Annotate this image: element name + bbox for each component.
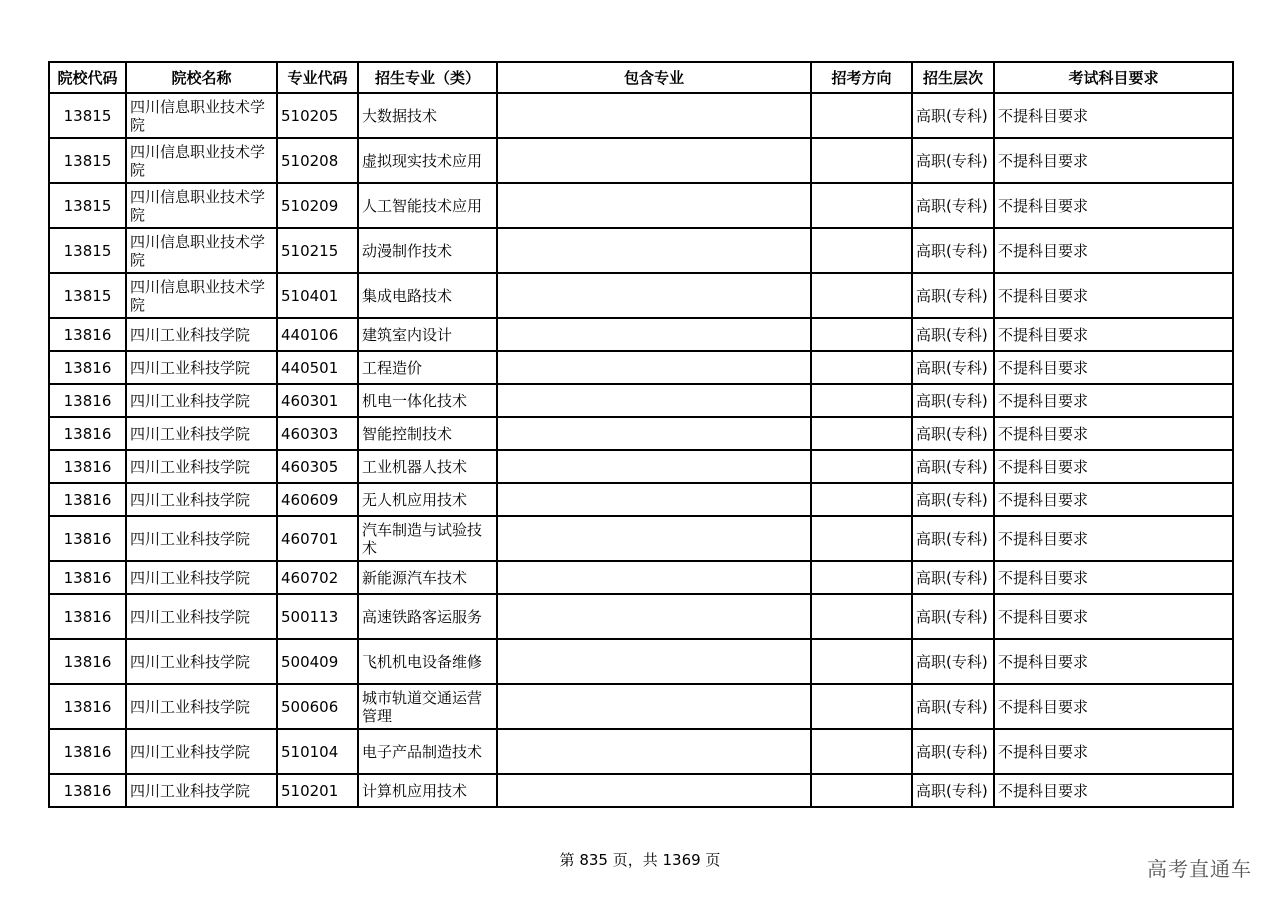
cell-school-code: 13816 (49, 774, 126, 807)
header-school-name: 院校名称 (126, 62, 277, 93)
cell-major: 虚拟现实技术应用 (358, 138, 497, 183)
cell-school-code: 13815 (49, 183, 126, 228)
table-row (49, 450, 1233, 483)
cell-level: 高职(专科) (912, 417, 994, 450)
cell-direction (811, 561, 912, 594)
cell-major: 汽车制造与试验技术 (358, 516, 497, 561)
cell-level: 高职(专科) (912, 483, 994, 516)
cell-included-majors (497, 183, 811, 228)
cell-major-code: 460305 (277, 450, 358, 483)
table-row (49, 93, 1233, 138)
cell-level: 高职(专科) (912, 228, 994, 273)
table-row (49, 384, 1233, 417)
cell-major: 智能控制技术 (358, 417, 497, 450)
cell-subject-requirement: 不提科目要求 (994, 273, 1233, 318)
cell-subject-requirement: 不提科目要求 (994, 561, 1233, 594)
watermark: 高考直通车 (1147, 857, 1252, 881)
cell-major-code: 510205 (277, 93, 358, 138)
cell-included-majors (497, 516, 811, 561)
cell-subject-requirement: 不提科目要求 (994, 450, 1233, 483)
cell-school-code: 13816 (49, 318, 126, 351)
table-body (49, 93, 1233, 807)
cell-school-name: 四川工业科技学院 (126, 684, 277, 729)
cell-school-name: 四川工业科技学院 (126, 516, 277, 561)
cell-major-code: 510401 (277, 273, 358, 318)
cell-school-name: 四川工业科技学院 (126, 450, 277, 483)
cell-subject-requirement: 不提科目要求 (994, 684, 1233, 729)
cell-school-code: 13816 (49, 417, 126, 450)
cell-included-majors (497, 93, 811, 138)
cell-level: 高职(专科) (912, 774, 994, 807)
cell-included-majors (497, 684, 811, 729)
cell-school-code: 13815 (49, 273, 126, 318)
cell-level: 高职(专科) (912, 561, 994, 594)
cell-major-code: 460303 (277, 417, 358, 450)
cell-direction (811, 774, 912, 807)
table-row (49, 639, 1233, 684)
cell-included-majors (497, 774, 811, 807)
cell-school-code: 13816 (49, 729, 126, 774)
cell-major: 城市轨道交通运营管理 (358, 684, 497, 729)
cell-major: 集成电路技术 (358, 273, 497, 318)
cell-subject-requirement: 不提科目要求 (994, 729, 1233, 774)
cell-school-name: 四川工业科技学院 (126, 318, 277, 351)
cell-school-code: 13816 (49, 516, 126, 561)
cell-school-code: 13816 (49, 483, 126, 516)
cell-included-majors (497, 417, 811, 450)
cell-major-code: 460702 (277, 561, 358, 594)
cell-included-majors (497, 639, 811, 684)
cell-included-majors (497, 228, 811, 273)
cell-included-majors (497, 561, 811, 594)
cell-school-code: 13815 (49, 93, 126, 138)
cell-school-code: 13816 (49, 684, 126, 729)
cell-level: 高职(专科) (912, 138, 994, 183)
cell-subject-requirement: 不提科目要求 (994, 351, 1233, 384)
header-included-majors: 包含专业 (497, 62, 811, 93)
table-row (49, 729, 1233, 774)
cell-subject-requirement: 不提科目要求 (994, 228, 1233, 273)
cell-subject-requirement: 不提科目要求 (994, 183, 1233, 228)
header-row (49, 62, 1233, 93)
cell-major: 无人机应用技术 (358, 483, 497, 516)
cell-direction (811, 417, 912, 450)
cell-direction (811, 594, 912, 639)
cell-level: 高职(专科) (912, 594, 994, 639)
cell-direction (811, 273, 912, 318)
cell-school-code: 13816 (49, 384, 126, 417)
cell-direction (811, 138, 912, 183)
header-school-code: 院校代码 (49, 62, 126, 93)
cell-level: 高职(专科) (912, 384, 994, 417)
cell-major: 工程造价 (358, 351, 497, 384)
cell-major: 建筑室内设计 (358, 318, 497, 351)
cell-level: 高职(专科) (912, 639, 994, 684)
cell-included-majors (497, 483, 811, 516)
cell-major: 飞机机电设备维修 (358, 639, 497, 684)
cell-major-code: 510215 (277, 228, 358, 273)
table-row (49, 351, 1233, 384)
cell-school-name: 四川信息职业技术学院 (126, 93, 277, 138)
table-row (49, 561, 1233, 594)
cell-major: 高速铁路客运服务 (358, 594, 497, 639)
cell-included-majors (497, 594, 811, 639)
cell-school-name: 四川信息职业技术学院 (126, 138, 277, 183)
cell-school-code: 13816 (49, 561, 126, 594)
cell-direction (811, 228, 912, 273)
cell-subject-requirement: 不提科目要求 (994, 318, 1233, 351)
cell-included-majors (497, 273, 811, 318)
cell-direction (811, 384, 912, 417)
cell-subject-requirement: 不提科目要求 (994, 774, 1233, 807)
table-row (49, 138, 1233, 183)
cell-included-majors (497, 318, 811, 351)
table-row (49, 483, 1233, 516)
page-number: 第 835 页，共 1369 页 (559, 851, 721, 869)
cell-level: 高职(专科) (912, 684, 994, 729)
cell-level: 高职(专科) (912, 183, 994, 228)
table-row (49, 183, 1233, 228)
cell-school-name: 四川工业科技学院 (126, 729, 277, 774)
cell-level: 高职(专科) (912, 318, 994, 351)
cell-major: 工业机器人技术 (358, 450, 497, 483)
cell-major: 动漫制作技术 (358, 228, 497, 273)
cell-direction (811, 684, 912, 729)
cell-major: 机电一体化技术 (358, 384, 497, 417)
admissions-table (48, 61, 1234, 808)
table-row (49, 516, 1233, 561)
cell-subject-requirement: 不提科目要求 (994, 138, 1233, 183)
cell-major-code: 440106 (277, 318, 358, 351)
cell-direction (811, 183, 912, 228)
cell-subject-requirement: 不提科目要求 (994, 417, 1233, 450)
header-major-code: 专业代码 (277, 62, 358, 93)
cell-direction (811, 729, 912, 774)
cell-school-name: 四川工业科技学院 (126, 351, 277, 384)
cell-school-name: 四川工业科技学院 (126, 639, 277, 684)
cell-subject-requirement: 不提科目要求 (994, 594, 1233, 639)
cell-major-code: 510201 (277, 774, 358, 807)
cell-major-code: 500409 (277, 639, 358, 684)
cell-subject-requirement: 不提科目要求 (994, 93, 1233, 138)
cell-included-majors (497, 729, 811, 774)
cell-school-name: 四川工业科技学院 (126, 417, 277, 450)
header-direction: 招考方向 (811, 62, 912, 93)
cell-school-code: 13816 (49, 639, 126, 684)
header-major: 招生专业（类） (358, 62, 497, 93)
table-row (49, 228, 1233, 273)
cell-included-majors (497, 384, 811, 417)
cell-direction (811, 516, 912, 561)
cell-major-code: 500113 (277, 594, 358, 639)
table-row (49, 774, 1233, 807)
cell-major: 计算机应用技术 (358, 774, 497, 807)
cell-school-name: 四川信息职业技术学院 (126, 273, 277, 318)
cell-level: 高职(专科) (912, 516, 994, 561)
cell-major: 新能源汽车技术 (358, 561, 497, 594)
cell-major: 大数据技术 (358, 93, 497, 138)
cell-school-name: 四川工业科技学院 (126, 561, 277, 594)
cell-school-code: 13816 (49, 351, 126, 384)
table-row (49, 417, 1233, 450)
cell-direction (811, 318, 912, 351)
cell-direction (811, 639, 912, 684)
cell-level: 高职(专科) (912, 273, 994, 318)
cell-major-code: 500606 (277, 684, 358, 729)
cell-school-name: 四川工业科技学院 (126, 384, 277, 417)
cell-major-code: 460701 (277, 516, 358, 561)
cell-school-name: 四川工业科技学院 (126, 774, 277, 807)
header-level: 招生层次 (912, 62, 994, 93)
cell-school-code: 13815 (49, 138, 126, 183)
cell-school-name: 四川工业科技学院 (126, 483, 277, 516)
cell-school-code: 13815 (49, 228, 126, 273)
cell-major: 人工智能技术应用 (358, 183, 497, 228)
cell-school-code: 13816 (49, 450, 126, 483)
cell-direction (811, 351, 912, 384)
cell-subject-requirement: 不提科目要求 (994, 384, 1233, 417)
cell-school-name: 四川工业科技学院 (126, 594, 277, 639)
cell-level: 高职(专科) (912, 93, 994, 138)
cell-school-name: 四川信息职业技术学院 (126, 228, 277, 273)
cell-major-code: 460609 (277, 483, 358, 516)
header-subject-requirement: 考试科目要求 (994, 62, 1233, 93)
cell-direction (811, 450, 912, 483)
cell-major-code: 510104 (277, 729, 358, 774)
cell-level: 高职(专科) (912, 729, 994, 774)
table-row (49, 594, 1233, 639)
cell-subject-requirement: 不提科目要求 (994, 483, 1233, 516)
cell-major-code: 440501 (277, 351, 358, 384)
cell-school-name: 四川信息职业技术学院 (126, 183, 277, 228)
cell-major-code: 460301 (277, 384, 358, 417)
table-row (49, 273, 1233, 318)
cell-level: 高职(专科) (912, 450, 994, 483)
cell-included-majors (497, 351, 811, 384)
cell-major-code: 510209 (277, 183, 358, 228)
cell-included-majors (497, 450, 811, 483)
table-row (49, 318, 1233, 351)
cell-included-majors (497, 138, 811, 183)
cell-level: 高职(专科) (912, 351, 994, 384)
cell-direction (811, 93, 912, 138)
cell-major-code: 510208 (277, 138, 358, 183)
cell-school-code: 13816 (49, 594, 126, 639)
cell-major: 电子产品制造技术 (358, 729, 497, 774)
cell-subject-requirement: 不提科目要求 (994, 639, 1233, 684)
cell-direction (811, 483, 912, 516)
table-row (49, 684, 1233, 729)
cell-subject-requirement: 不提科目要求 (994, 516, 1233, 561)
